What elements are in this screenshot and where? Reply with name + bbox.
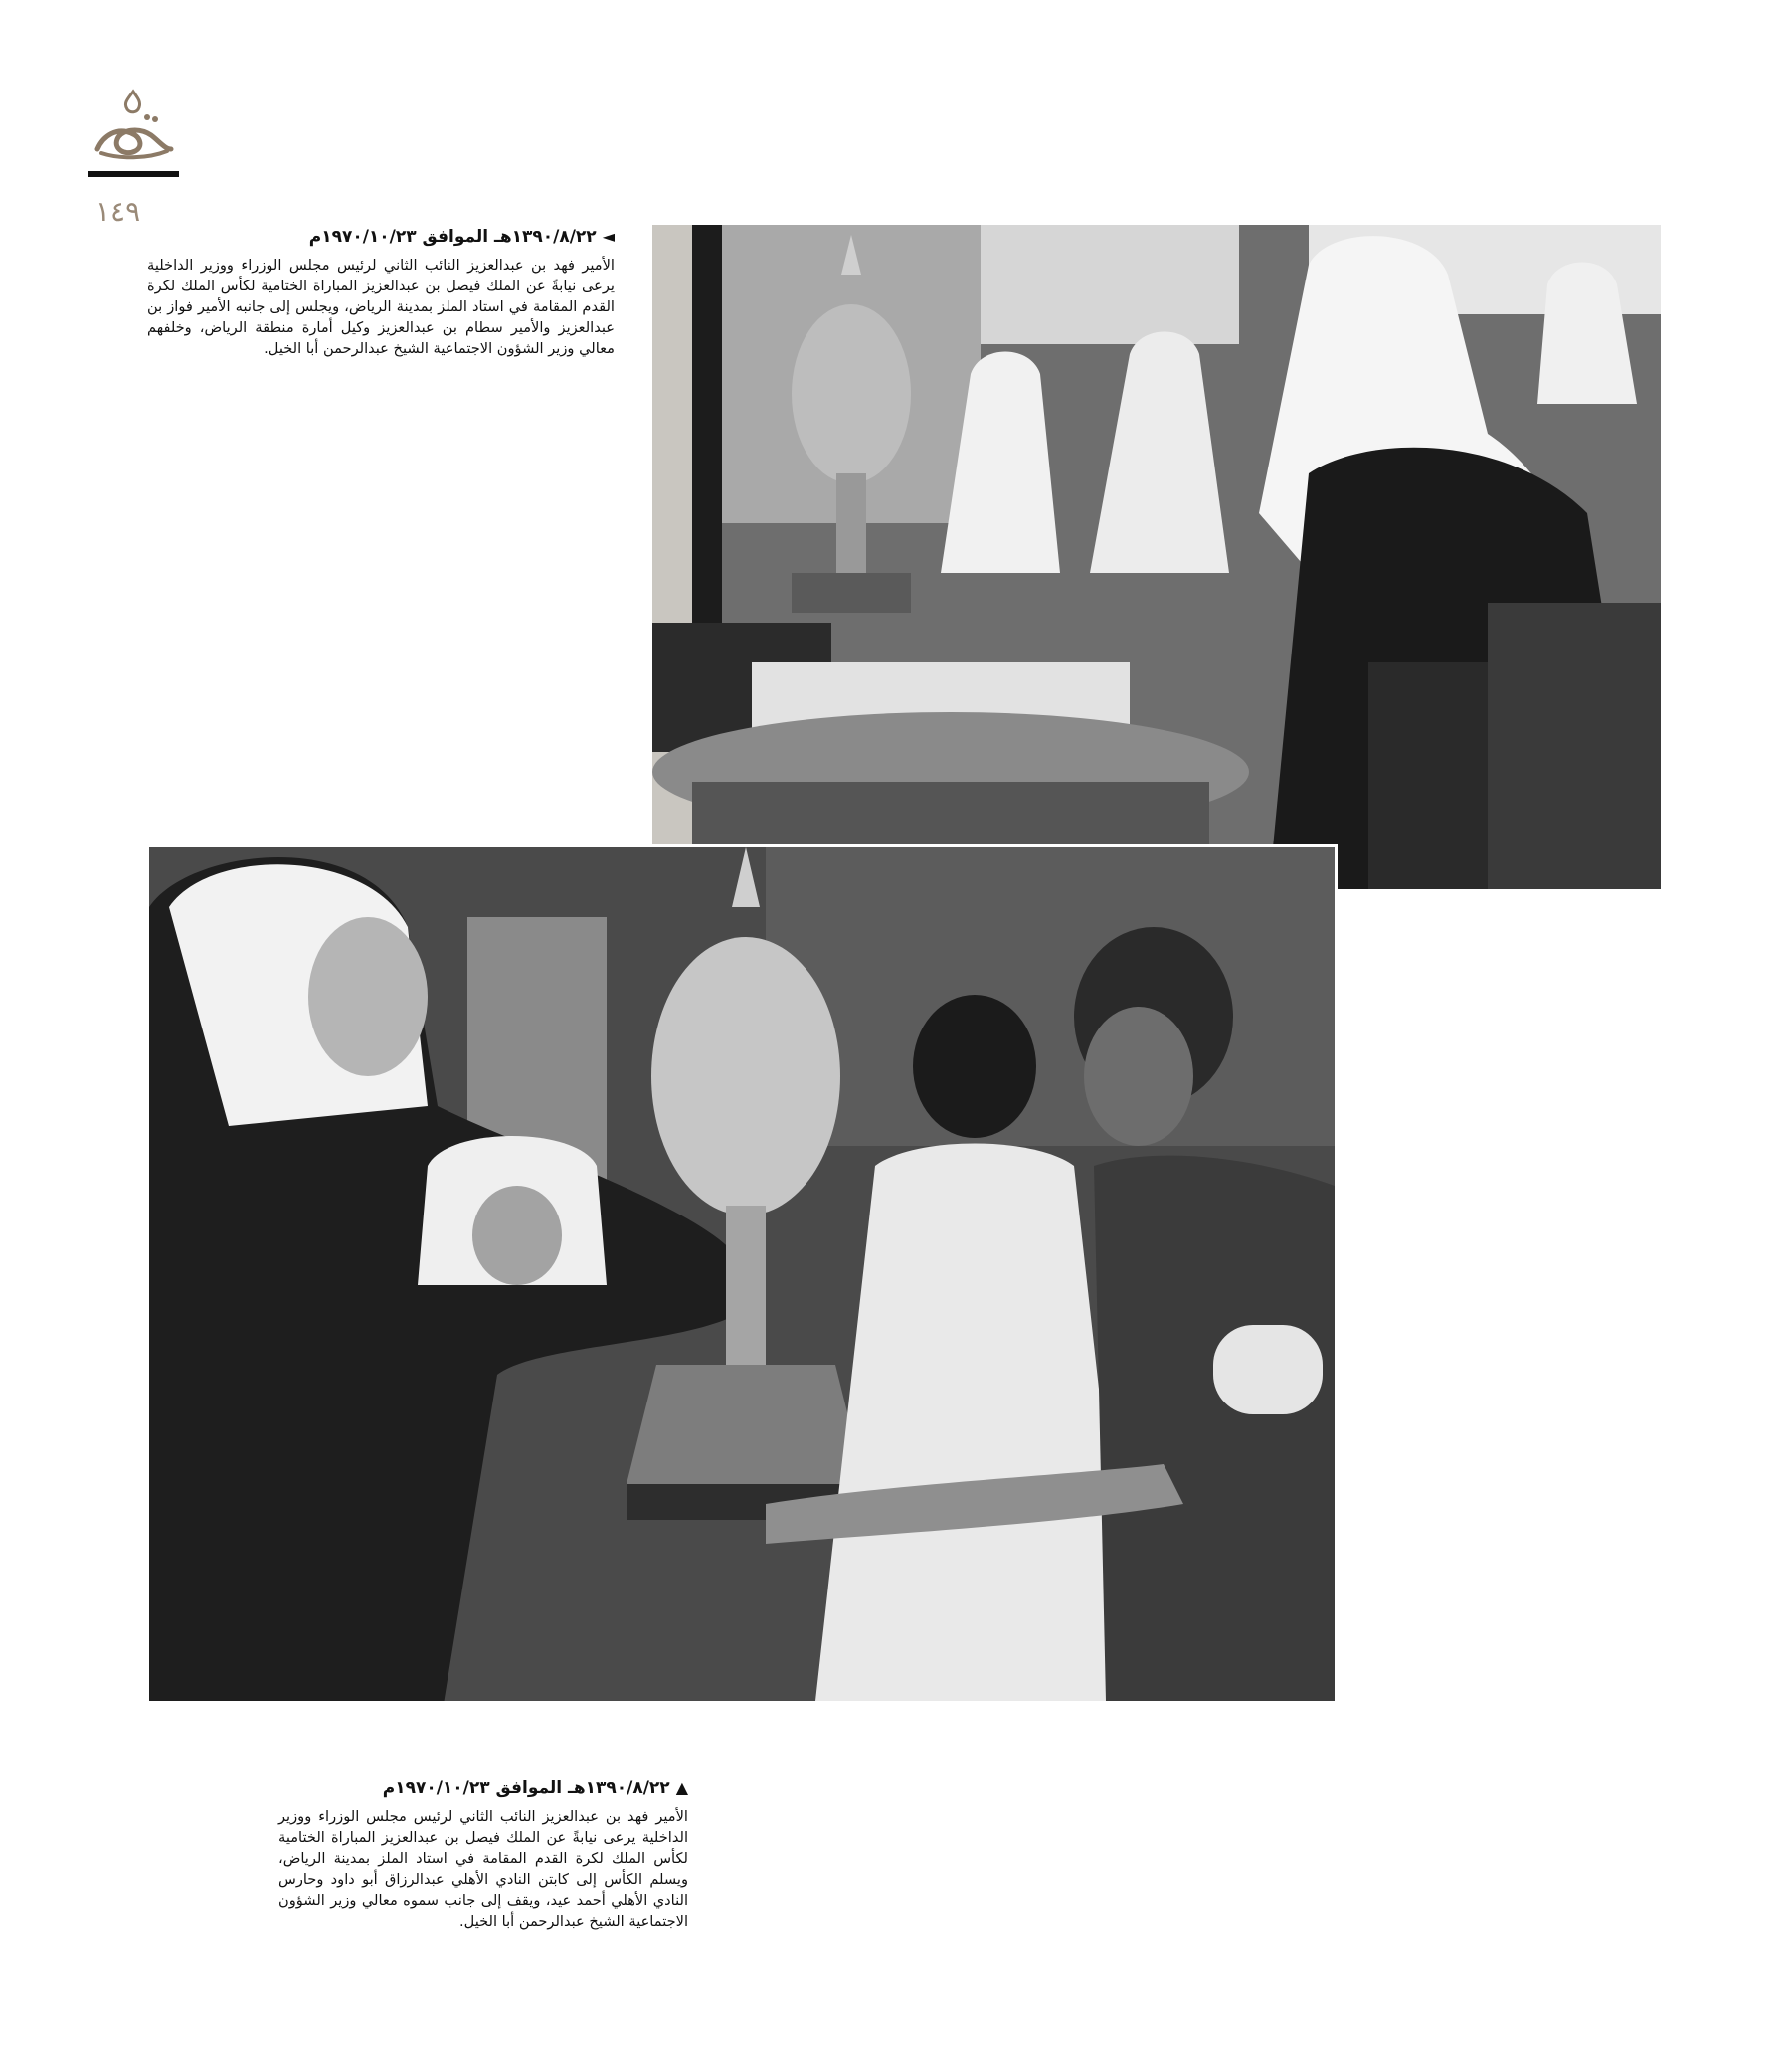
photo-ceremony-seated-image: [652, 225, 1661, 889]
photo-trophy-handover: [149, 847, 1335, 1701]
caption-top-date: ١٣٩٠/٨/٢٢هـ الموافق ١٩٧٠/١٠/٢٣م: [308, 227, 597, 247]
caption-bottom-text: الأمير فهد بن عبدالعزيز النائب الثاني لرئيس مجلس الوزراء ووزير الداخلية يرعى نيابةً عن الملك فيصل بن عبدالعزيز المباراة الختامية لكأس الملك لكرة القدم المقامة في استاد الملز بمدينة الرياض، ويسلم الكأس إلى كابتن النادي الأهلي عبدالرزاق أبو داود وحارس النادي الأهلي أحمد عيد، ويقف إلى جانب سموه معالي وزير الشؤون الاجتماعية الشيخ عبدالرحمن أبا الخيل.: [278, 1808, 688, 1930]
caption-top-date-line: [147, 227, 615, 247]
fahd-calligraphy-logo: [88, 88, 179, 183]
photo-trophy-handover-image: [149, 847, 1335, 1701]
fahd-logo: [88, 88, 179, 183]
caption-bottom-date: ١٣٩٠/٨/٢٢هـ الموافق ١٩٧٠/١٠/٢٣م: [382, 1778, 670, 1798]
caption-top-text: الأمير فهد بن عبدالعزيز النائب الثاني لرئيس مجلس الوزراء ووزير الداخلية يرعى نيابةً عن الملك فيصل بن عبدالعزيز المباراة الختامية لكأس الملك لكرة القدم المقامة في استاد الملز بمدينة الرياض، ويجلس إلى جانبه الأمير فواز بن عبدالعزيز والأمير سطام بن عبدالعزيز وكيل أمارة منطقة الرياض، وخلفهم معالي وزير الشؤون الاجتماعية الشيخ عبدالرحمن أبا الخيل.: [147, 257, 615, 357]
caption-bottom-date-line: [278, 1778, 688, 1798]
caption-top: [147, 227, 615, 359]
caption-bottom-arrow-icon: ▲: [675, 1778, 688, 1797]
page-number: ١٤٩: [95, 195, 141, 228]
caption-top-arrow-icon: ◄: [602, 227, 615, 246]
caption-bottom: [278, 1778, 688, 1932]
photo-ceremony-seated: [652, 225, 1661, 889]
